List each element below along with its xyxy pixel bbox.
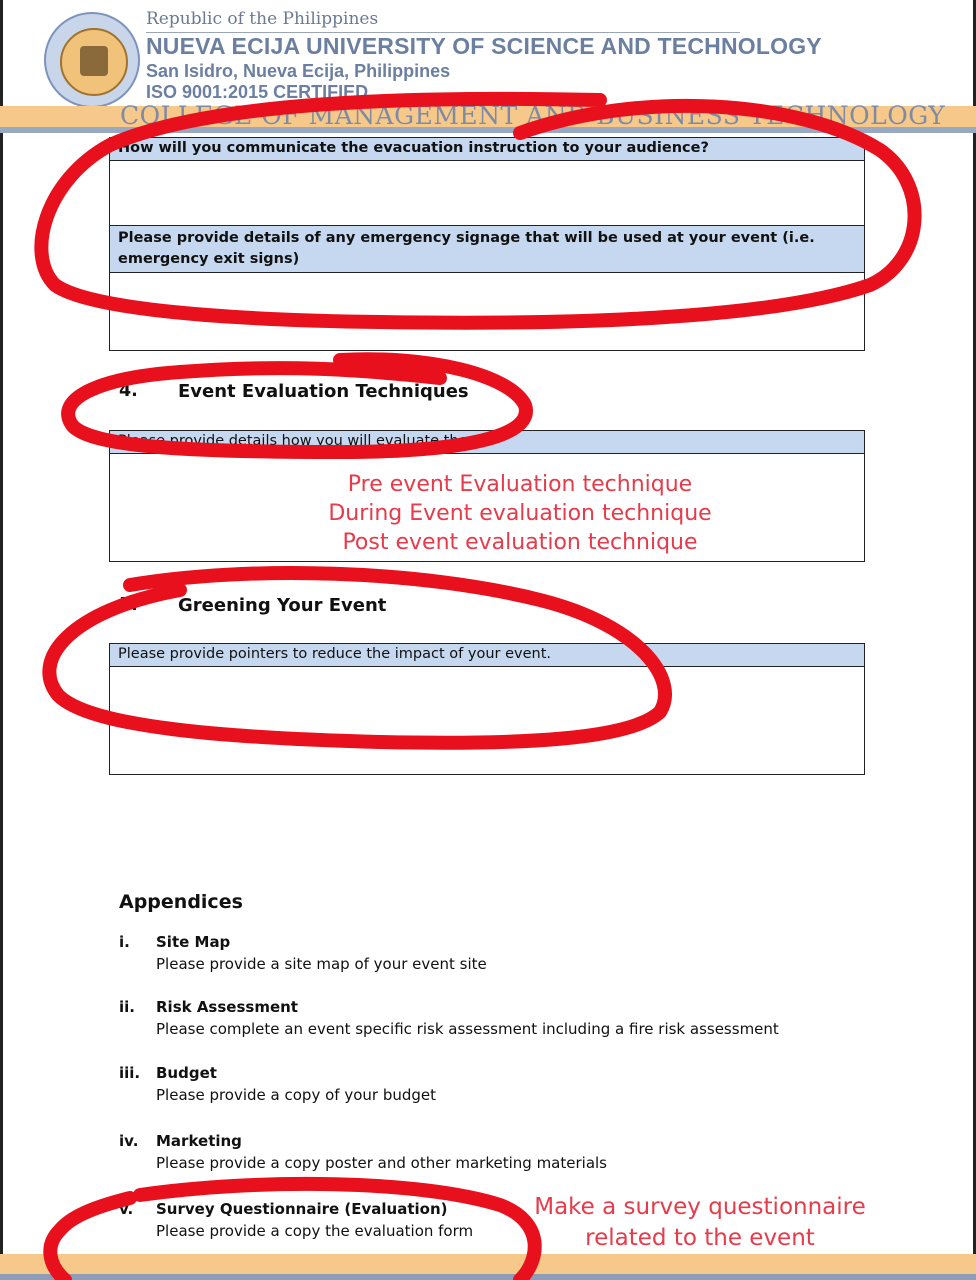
appendix-risk-head: Risk Assessment: [156, 998, 298, 1016]
header-location: San Isidro, Nueva Ecija, Philippines: [146, 61, 451, 81]
footer-band: [0, 1254, 976, 1274]
q-communicate: How will you communicate the evacuation instruction to your audience?: [110, 138, 865, 161]
answer-greening[interactable]: [110, 667, 865, 775]
section5-prompt: Please provide pointers to reduce the impact of your event.: [110, 644, 865, 667]
appendix-survey-desc: Please provide a copy the evaluation form: [156, 1222, 474, 1240]
handwritten-eval-line3: Post event evaluation technique: [342, 530, 698, 555]
greening-table: [109, 643, 865, 775]
appendices-title: Appendices: [119, 891, 243, 913]
header-college-name: COLLEGE OF MANAGEMENT AND BUSINESS TECHNOLOGY: [120, 101, 946, 130]
section5-number: 5.: [119, 595, 138, 615]
answer-communicate[interactable]: [110, 161, 865, 226]
appendix-site-map-head: Site Map: [156, 933, 231, 951]
handwritten-eval-line2: During Event evaluation technique: [328, 501, 712, 526]
appendix-num: iii.: [119, 1064, 141, 1082]
appendix-num: iv.: [119, 1132, 139, 1150]
appendix-budget-desc: Please provide a copy of your budget: [156, 1086, 436, 1104]
evacuation-table: [109, 137, 865, 351]
answer-signage[interactable]: [110, 273, 865, 351]
section5-title: Greening Your Event: [178, 595, 387, 616]
header-republic: Republic of the Philippines: [146, 9, 379, 29]
appendix-marketing-head: Marketing: [156, 1132, 242, 1150]
handwritten-eval-line1: Pre event Evaluation technique: [347, 472, 693, 497]
section4-number: 4.: [119, 381, 138, 401]
footer-band-line: [0, 1274, 976, 1280]
left-border: [0, 0, 3, 1280]
appendix-risk-desc: Please complete an event specific risk assessment including a fire risk assessment: [156, 1020, 779, 1038]
header-iso: ISO 9001:2015 CERTIFIED: [146, 82, 369, 102]
appendix-num: i.: [119, 933, 130, 951]
q-signage: Please provide details of any emergency signage that will be used at your event (i.e. emergency exit signs): [110, 226, 865, 273]
header-university-name: NUEVA ECIJA UNIVERSITY OF SCIENCE AND TECHNOLOGY: [146, 33, 822, 59]
handwritten-survey-line1: Make a survey questionnaire: [534, 1194, 866, 1220]
appendix-survey-head: Survey Questionnaire (Evaluation): [156, 1200, 448, 1218]
appendix-site-map-desc: Please provide a site map of your event site: [156, 955, 487, 973]
appendix-num: v.: [119, 1200, 134, 1218]
section4-title: Event Evaluation Techniques: [178, 381, 469, 402]
appendix-budget-head: Budget: [156, 1064, 217, 1082]
letterhead: [0, 0, 976, 135]
appendix-marketing-desc: Please provide a copy poster and other marketing materials: [156, 1154, 607, 1172]
appendix-num: ii.: [119, 998, 135, 1016]
university-seal-logo: [44, 12, 140, 108]
handwritten-survey-line2: related to the event: [585, 1225, 815, 1251]
section4-prompt: Please provide details how you will evaluate the: [110, 431, 865, 454]
